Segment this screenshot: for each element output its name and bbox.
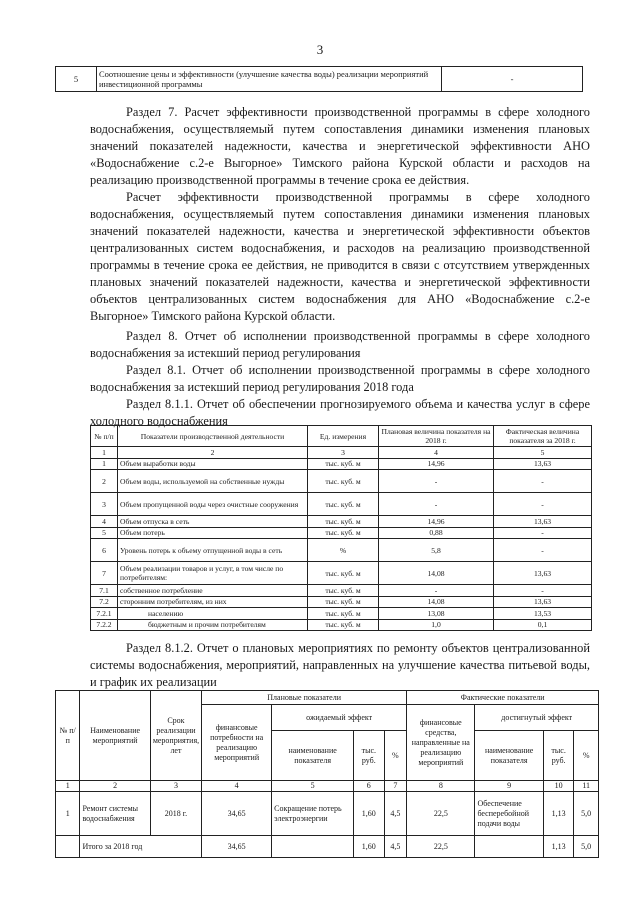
section-8-1-2-title: Раздел 8.1.2. Отчет о плановых мероприятиях по ремонту объектов централизованной системы водоснабжения, мероприятий, направленных на улучшение качества питьевой воды, и график их реализации (90, 641, 590, 689)
section-8-headings (90, 328, 590, 430)
numbering-cell: 1 (91, 447, 118, 459)
table-row: 7.2.1 населению тыс. куб. м 13,08 13,53 (91, 608, 592, 620)
table-row: 3 Объем пропущенной воды через очистные сооружения тыс. куб. м - - (91, 493, 592, 516)
table-row (56, 67, 583, 92)
table-row: 1 Ремонт системы водоснабжения 2018 г. 34,65 Сокращение потерь электроэнергии 1,60 4,5 22,5 Обеспечение бесперебойной подачи воды 1,13 5,0 (56, 792, 599, 836)
numbering-cell: 3 (308, 447, 379, 459)
table-numbering-row: 1 2 3 4 5 6 7 8 9 10 11 (56, 781, 599, 792)
repair-measures-table (55, 690, 599, 858)
section-7 (90, 104, 590, 325)
row-value: - (442, 67, 583, 92)
table-row: 4 Объем отпуска в сеть тыс. куб. м 14,96 13,63 (91, 516, 592, 528)
table-header-row (91, 426, 592, 447)
row-text: Соотношение цены и эффективности (улучшение качества воды) реализации мероприятий инвестиционной программы (97, 67, 442, 92)
table-row: 7.2 сторонним потребителям, из них тыс. куб. м 14,08 13,63 (91, 596, 592, 608)
header-cell: № п/п (91, 426, 118, 447)
section-8-1-title: Раздел 8.1. Отчет об исполнении производственной программы в сфере холодного водоснабжения за истекший период регулирования 2018 года (90, 363, 590, 394)
page-number: 3 (316, 42, 324, 57)
numbering-cell: 2 (118, 447, 308, 459)
numbering-cell: 5 (494, 447, 592, 459)
section-8-title: Раздел 8. Отчет об исполнении производственной программы в сфере холодного водоснабжения за истекший период регулирования (90, 329, 590, 360)
table-numbering-row (91, 447, 592, 459)
section-7-paragraph-2: Расчет эффективности производственной программы в сфере холодного водоснабжения, осуществляемый путем сопоставления динамики изменения плановых значений показателей надежности, качества и энергетической эффективности объектов централизованных систем водоснабжения, и расходов на реализацию производственной программы в течение срока ее действия, не приводится в связи с отсутствием утвержденных плановых значений показателей надежности, качества и энергетической эффективности объектов централизованных систем водоснабжения для АНО «Водоснабжение с.2-е Выгорное» Тимского района Курской области. (90, 190, 590, 323)
table-row: 2 Объем воды, используемой на собственные нужды тыс. куб. м - - (91, 470, 592, 493)
table-row: 1 Объем выработки воды тыс. куб. м 14,96 13,63 (91, 458, 592, 470)
header-cell: Показатели производственной деятельности (118, 426, 308, 447)
header-cell: Фактическая величина показателя за 2018 г. (494, 426, 592, 447)
table-header-row: финансовые потребности на реализацию мероприятий ожидаемый эффект финансовые средства, направленные на реализацию мероприятий достигнутый эффект (56, 705, 599, 731)
header-cell: Плановая величина показателя на 2018 г. (379, 426, 494, 447)
table-header-row: наименование показателя тыс. руб. % наименование показателя тыс. руб. % (56, 731, 599, 781)
section-8-1-1-title: Раздел 8.1.1. Отчет об обеспечении прогнозируемого объема и качества услуг в сфере холодного водоснабжения (90, 397, 590, 428)
table-row: 7 Объем реализации товаров и услуг, в том числе по потребителям: тыс. куб. м 14,08 13,63 (91, 562, 592, 585)
table-header-row: № п/п Наименование мероприятий Срок реализации мероприятия, лет Плановые показатели Фактические показатели (56, 691, 599, 705)
header-cell: Ед. измерения (308, 426, 379, 447)
row-number: 5 (56, 67, 97, 92)
section-8-1-2 (90, 640, 590, 691)
table-row: 6 Уровень потерь к объему отпущенной воды в сеть % 5,8 - (91, 539, 592, 562)
table-total-row: Итого за 2018 год 34,65 1,60 4,5 22,5 1,13 5,0 (56, 836, 599, 858)
table-row: 7.1 собственное потребление тыс. куб. м - - (91, 585, 592, 597)
continuation-table (55, 66, 583, 92)
volume-quality-table (90, 425, 592, 631)
section-7-paragraph-1: Раздел 7. Расчет эффективности производственной программы в сфере холодного водоснабжения, осуществляемый путем сопоставления динамики изменения плановых значений показателей надежности, качества и энергетической эффективности АНО «Водоснабжение с.2-е Выгорное» Тимского района Курской области и расходов на реализацию производственной программы в течение срока ее действия. (90, 105, 590, 187)
numbering-cell: 4 (379, 447, 494, 459)
table-row: 7.2.2 бюджетным и прочим потребителям тыс. куб. м 1,0 0,1 (91, 619, 592, 631)
table-row: 5 Объем потерь тыс. куб. м 0,88 - (91, 527, 592, 539)
